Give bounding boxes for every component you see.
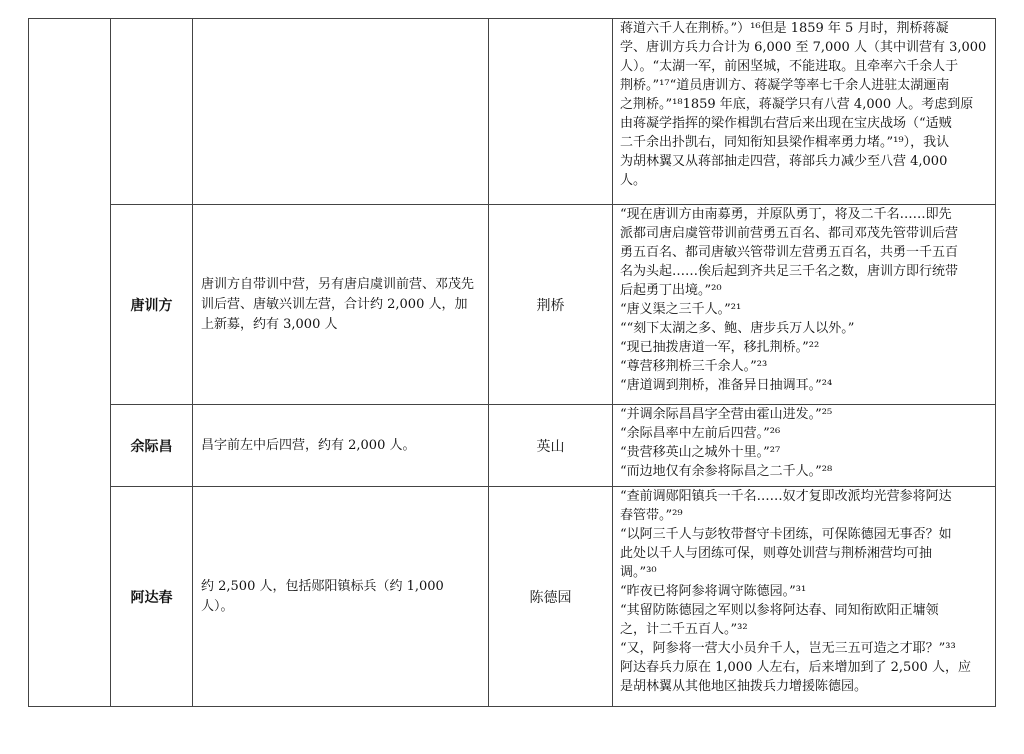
source-line: 荆桥。”¹⁷“道员唐训方、蒋凝学等率七千余人进驻太湖逦南	[620, 78, 950, 93]
source-line: 春管带。”²⁹	[620, 508, 683, 523]
source-line: 勇五百名、都司唐敏兴管带训左营勇五百名，共勇一千五百	[620, 245, 959, 260]
source-line: 人）。“太湖一军，前困坚城，不能进取。且牵率六千余人于	[620, 59, 959, 74]
table-row	[29, 405, 996, 487]
sources-cell	[613, 19, 996, 205]
source-line: 人。	[620, 173, 647, 188]
commander-cell: 阿达春	[111, 487, 193, 707]
source-line: 蒋道六千人在荆桥。”）¹⁶但是 1859 年 5 月时，荆桥蒋凝	[620, 21, 949, 36]
location-cell: 英山	[489, 405, 613, 487]
table-row	[29, 205, 996, 405]
source-line: ““刻下太湖之多、鲍、唐步兵万人以外。”	[620, 321, 855, 336]
force-cell	[193, 19, 489, 205]
location-cell: 荆桥	[489, 205, 613, 405]
source-line: 阿达春兵力原在 1,000 人左右，后来增加到了 2,500 人，应	[620, 660, 971, 675]
source-line: 之荆桥。”¹⁸1859 年底，蒋凝学只有八营 4,000 人。考虑到原	[620, 97, 974, 112]
source-line: 后起勇丁出境。”²⁰	[620, 283, 722, 298]
source-line: “昨夜已将阿参将调守陈德园。”³¹	[620, 584, 807, 599]
sources-cell	[613, 205, 996, 405]
commander-cell: 余际昌	[111, 405, 193, 487]
source-line: 之，计二千五百人。”³²	[620, 622, 748, 637]
source-line: 派都司唐启虞管带训前营勇五百名、都司邓茂先管带训后营	[620, 226, 959, 241]
source-line: 此处以千人与团练可保，则尊处训营与荆桥湘营均可抽	[620, 546, 933, 561]
source-line: 由蒋凝学指挥的梁作楫凯右营后来出现在宝庆战场（“适贼	[620, 116, 952, 131]
commander-cell	[111, 19, 193, 205]
source-line: 二千余出扑凯右，同知衔知县梁作楫率勇力堵。”¹⁹），我认	[620, 135, 950, 150]
source-line: “现在唐训方由南募勇，并原队勇丁，将及二千名……即先	[620, 207, 952, 222]
source-line: 学、唐训方兵力合计为 6,000 至 7,000 人（其中训营有 3,000	[620, 40, 987, 55]
source-line: “唐义渠之三千人。”²¹	[620, 302, 742, 317]
location-cell	[489, 19, 613, 205]
source-line: 名为头起……俟后起到齐共足三千名之数，唐训方即行统带	[620, 264, 959, 279]
troop-table	[28, 18, 996, 707]
outer-group-cell	[29, 19, 111, 707]
sources-cell	[613, 487, 996, 707]
sources-cell	[613, 405, 996, 487]
location-cell: 陈德园	[489, 487, 613, 707]
source-line: “唐道调到荆桥，准备异日抽调耳。”²⁴	[620, 378, 833, 393]
source-line: “贵营移英山之城外十里。”²⁷	[620, 445, 781, 460]
force-cell: 昌字前左中后四营，约有 2,000 人。	[193, 405, 489, 487]
source-line: 调。”³⁰	[620, 565, 657, 580]
source-line: “而边地仅有余参将际昌之二千人。”²⁸	[620, 464, 833, 479]
source-line: 为胡林翼又从蒋部抽走四营，蒋部兵力减少至八营 4,000	[620, 154, 948, 169]
source-line: “查前调郧阳镇兵一千名……奴才复即改派均光营参将阿达	[620, 489, 952, 504]
source-line: “现已抽拨唐道一军，移扎荆桥。”²²	[620, 340, 820, 355]
source-line: “尊营移荆桥三千余人。”²³	[620, 359, 768, 374]
source-line: “以阿三千人与彭牧带督守卡团练，可保陈德园无事否？如	[620, 527, 952, 542]
force-cell: 约 2,500 人，包括郧阳镇标兵（约 1,000 人）。	[193, 487, 489, 707]
source-line: 是胡林翼从其他地区抽拨兵力增援陈德园。	[620, 679, 868, 694]
table-row	[29, 487, 996, 707]
source-line: “余际昌率中左前后四营。”²⁶	[620, 426, 781, 441]
commander-cell: 唐训方	[111, 205, 193, 405]
table-row	[29, 19, 996, 205]
source-line: “并调余际昌昌字全营由霍山进发。”²⁵	[620, 407, 833, 422]
force-cell: 唐训方自带训中营，另有唐启虞训前营、邓茂先训后营、唐敏兴训左营，合计约 2,000 人，加上新募，约有 3,000 人	[193, 205, 489, 405]
source-line: “其留防陈德园之军则以参将阿达春、同知衔欧阳正墉领	[620, 603, 939, 618]
source-line: “又，阿参将一营大小员弁千人，岂无三五可造之才耶？”³³	[620, 641, 956, 656]
